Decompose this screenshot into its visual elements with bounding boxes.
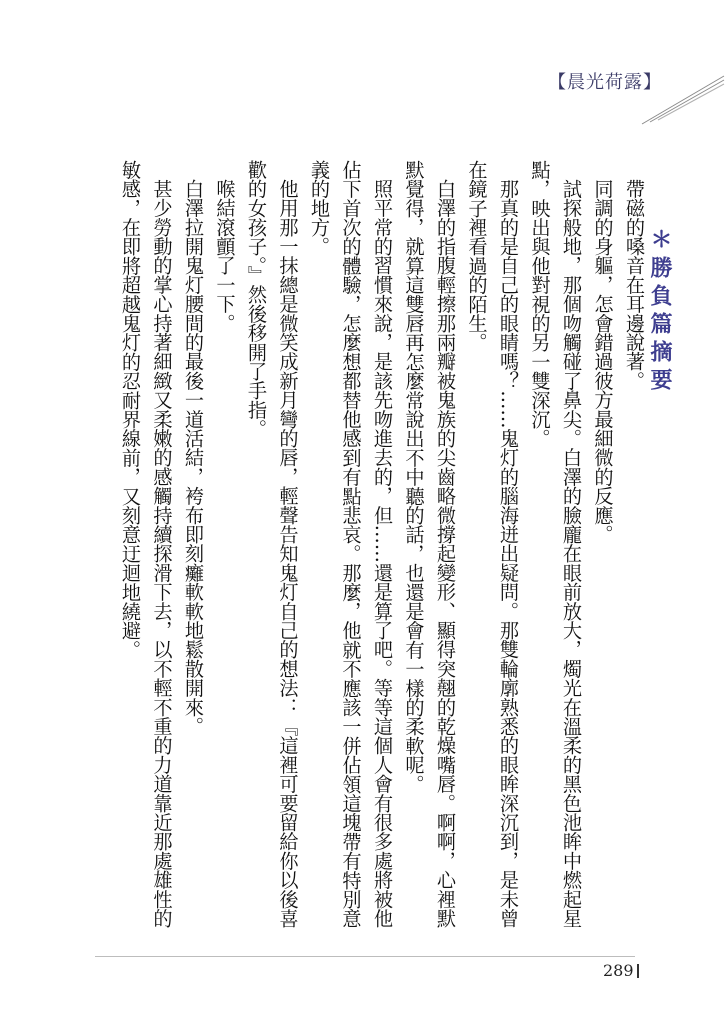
paragraph: 同調的身軀，怎會錯過彼方最細微的反應。 [591,179,615,544]
paragraph: 他用那一抹總是微笑成新月彎的唇，輕聲告知鬼灯自己的想法：『這裡可要留給你以後喜歡的女孩子。』然後移開了手指。 [245,160,300,928]
paragraph: 白澤的指腹輕擦那兩瓣被鬼族的尖齒略微撐起變形、顯得突翹的乾燥嘴唇。啊啊，心裡默默覺得，就算這雙唇再怎麼常說出不中聽的話，也還是會有一樣的柔軟呢。 [402,160,457,928]
paragraph: 甚少勞動的掌心持著細緻又柔嫩的感觸持續探滑下去，以不輕不重的力道靠近那處雄性的敏感，在即將超越鬼灯的忍耐界線前，又刻意迂迴地繞避。 [119,160,174,928]
page-number-bar [637,964,639,978]
paragraph: 帶磁的嗓音在耳邊說著。 [623,179,646,391]
body-text-column [110,160,650,935]
page-number: 289 [603,961,634,980]
section-summary-label: ＊勝負篇摘要 [647,228,673,396]
paragraph: 白澤拉開鬼灯腰間的最後一道活結，袴布即刻癱軟軟地鬆散開來。 [182,179,205,736]
paragraph: 那真的是自己的眼睛嗎？……鬼灯的腦海迸出疑問。那雙輪廓熟悉的眼眸深沉到，是未曾在鏡子裡看過的陌生。 [465,160,520,928]
book-title: 【晨光荷露】 [548,72,662,93]
paragraph: 試探般地，那個吻觸碰了鼻尖。白澤的臉龐在眼前放大，燭光在溫柔的黑色池眸中燃起星點，映出與他對視的另一雙深沉。 [528,160,583,928]
footer-divider [95,956,635,957]
paragraph: 喉結滾顫了一下。 [213,179,237,333]
paragraph: 照平常的習慣來說，是該先吻進去的，但……還是算了吧。等等這個人會有很多處將被他佔下首次的體驗，怎麼想都替他感到有點悲哀。那麼，他就不應該一併佔領這塊帶有特別意義的地方。 [308,160,394,928]
header-decoration-lines [640,72,726,128]
